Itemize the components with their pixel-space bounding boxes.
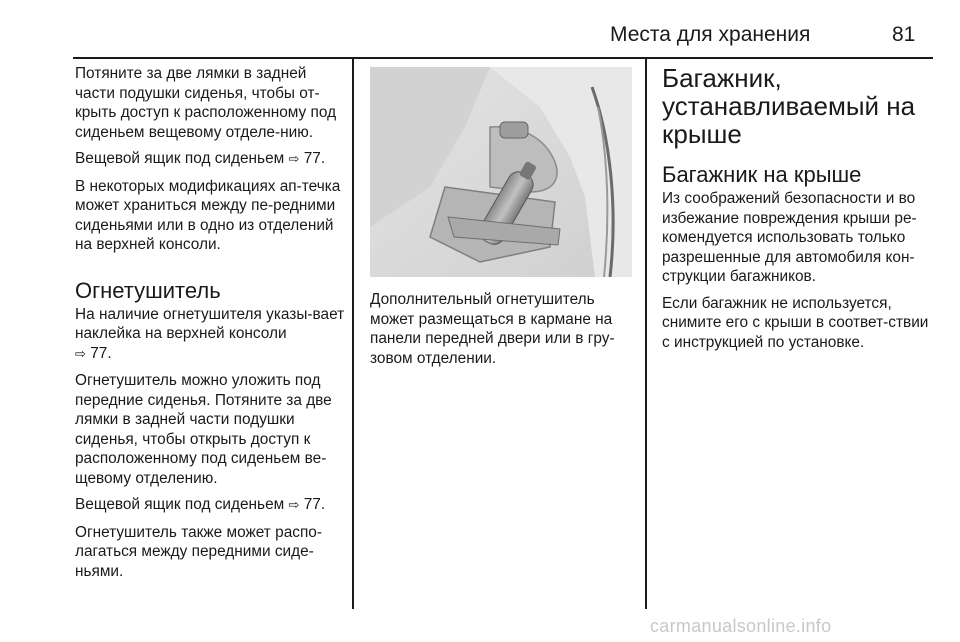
- paragraph-with-ref: Вещевой ящик под сиденьем ⇨ 77.: [75, 150, 326, 167]
- door-pocket-extinguisher-illustration: [370, 67, 632, 277]
- running-header-title: Места для хранения: [610, 23, 811, 46]
- arrow-ref-icon: ⇨: [288, 152, 300, 167]
- watermark: carmanualsonline.info: [650, 616, 832, 636]
- chapter-heading: Багажник, устанавливаемый на крыше: [662, 63, 916, 149]
- paragraph: Огнетушитель также может распо-лагаться между передними сиде-ньями.: [75, 523, 322, 580]
- paragraph-text: На наличие огнетушителя указы-вает наклейка на верхней консоли: [75, 305, 345, 342]
- figure-caption: Дополнительный огнетушитель может размещаться в кармане на панели передней двери или в гру-зовом отделении.: [370, 291, 615, 367]
- arrow-ref-icon: ⇨: [288, 498, 300, 513]
- paragraph-with-ref: На наличие огнетушителя указы-вает наклейка на верхней консоли ⇨ 77.: [75, 305, 345, 362]
- section-heading: Багажник на крыше: [662, 162, 862, 187]
- arrow-ref-icon: ⇨: [75, 346, 86, 362]
- column-right: [662, 64, 932, 359]
- paragraph-text: Вещевой ящик под сиденьем: [75, 496, 289, 513]
- paragraph: В некоторых модификациях ап-течка может храниться между пе-редними сиденьями или в одно из отделений на верхней консоли.: [75, 177, 341, 253]
- section-heading: Огнетушитель: [75, 277, 221, 303]
- paragraph-text: Вещевой ящик под сиденьем: [75, 150, 289, 167]
- column-divider-2: [645, 59, 647, 609]
- page-ref-link[interactable]: 77: [303, 496, 321, 513]
- page-ref-link[interactable]: 77: [303, 150, 321, 167]
- paragraph-with-ref: Вещевой ящик под сиденьем ⇨ 77.: [75, 496, 326, 513]
- paragraph: Если багажник не используется, снимите его с крыши в соответ-ствии с инструкцией по установке.: [662, 294, 929, 351]
- paragraph: Из соображений безопасности и во избежание повреждения крыши ре-комендуется использовать только разрешенные для автомобиля кон-струкции багажников.: [662, 190, 917, 285]
- column-divider-1: [352, 59, 354, 609]
- header-divider: [73, 57, 933, 59]
- paragraph: Огнетушитель можно уложить под передние сиденья. Потяните за две лямки в задней части подушки сиденья, чтобы открыть доступ к расположенному под сиденьем ве-щевому отделению.: [75, 372, 332, 487]
- column-middle: [370, 290, 635, 375]
- paragraph: Потяните за две лямки в задней части подушки сиденья, чтобы от-крыть доступ к расположенному под сиденьем вещевому отделе-нию.: [75, 65, 337, 141]
- column-left: [75, 64, 347, 588]
- page-number: 81: [892, 23, 916, 46]
- page-ref-link[interactable]: 77: [90, 344, 108, 362]
